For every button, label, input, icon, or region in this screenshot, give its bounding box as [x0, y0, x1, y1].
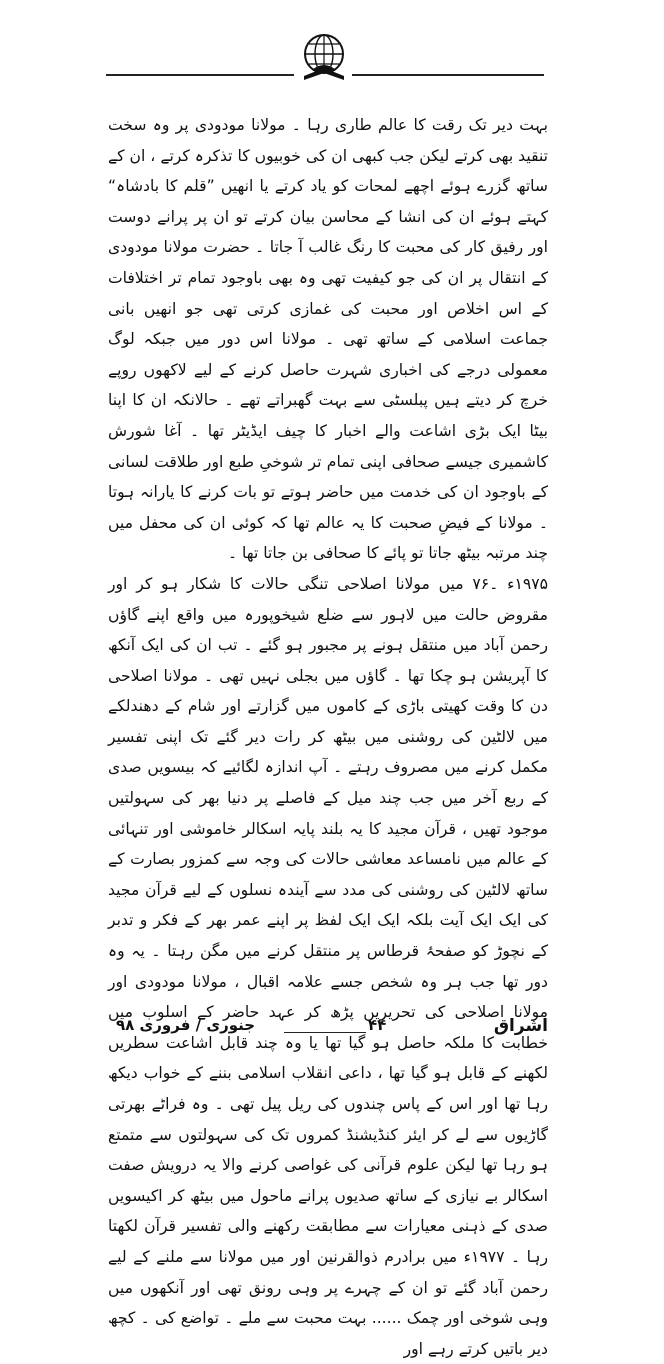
- issue-label: جنوری / فروری ۹۸: [116, 1016, 256, 1034]
- header-rule-left: [106, 74, 294, 76]
- journal-name: اشراق: [493, 1016, 548, 1036]
- paragraph-1: بہت دیر تک رقت کا عالم طاری رہا ۔ مولانا مودودی پر وہ سخت تنقید بھی کرتے لیکن جب کبھی ان کی خوبیوں کا تذکرہ کرتے ، ان کے ساتھ گزرے ہوئے اچھے لمحات کو یاد کرتے یا انھیں ”قلم کا بادشاہ“ کہتے ہوئے ان کی انشا کے محاسن بیان کرتے تو ان پر پرانے دوست اور رفیق کار کی محبت کا رنگ غالب آ جاتا ۔ حضرت مولانا مودودی کے انتقال پر ان کی جو کیفیت تھی وہ بھی باوجود تمام تر اختلافات کے اس اخلاص اور محبت کی غمازی کرتی تھی جو انھیں بانی جماعت اسلامی کے ساتھ تھی ۔ مولانا اس دور میں جبکہ لوگ معمولی درجے کی اخباری شہرت حاصل کرنے کے لیے لاکھوں روپے خرچ کر دیتے ہیں پبلسٹی سے بہت گھبراتے تھے ۔ حالانکہ ان کا اپنا بیٹا ایک بڑی اشاعت والے اخبار کا چیف ایڈیٹر تھا ۔ آغا شورش کاشمیری جیسے صحافی اپنی تمام تر شوخیِ طبع اور طلاقت لسانی کے باوجود ان کی خدمت میں حاضر ہوتے تو بات کرنے کا یارانہ ہوتا ۔ مولانا کے فیضِ صحبت کا یہ عالم تھا کہ کوئی ان کی محفل میں چند مرتبہ بیٹھ جاتا تو پائے کا صحافی بن جاتا تھا ۔: [108, 116, 548, 563]
- page-footer: [108, 1010, 548, 1050]
- header-rule-right: [352, 74, 544, 76]
- footer-rule: [284, 1032, 366, 1033]
- globe-book-logo-icon: [296, 30, 352, 86]
- page-header: [0, 0, 664, 90]
- paragraph-2: ۱۹۷۵ء ۔۷۶ میں مولانا اصلاحی تنگی حالات کا شکار ہو کر اور مقروض حالت میں لاہور سے ضلع شیخوپورہ میں واقع اپنے گاؤں رحمن آباد میں منتقل ہونے پر مجبور ہو گئے ۔ تب ان کی ایک آنکھ کا آپریشن ہو چکا تھا ۔ گاؤں میں بجلی نہیں تھی ۔ مولانا اصلاحی دن کا وقت کھیتی باڑی کے کاموں میں گزارتے اور شام کے دھندلکے میں لالٹین کی روشنی میں بیٹھ کر رات دیر گئے تک اپنی تفسیر مکمل کرنے میں مصروف رہتے ۔ آپ اندازہ لگائیے کہ بیسویں صدی کے ربع آخر میں جب چند میل کے فاصلے پر دنیا بھر کی سہولتیں موجود تھیں ، قرآن مجید کا یہ بلند پایہ اسکالر خاموشی اور تنہائی کے عالم میں نامساعد معاشی حالات کی وجہ سے کمزور بصارت کے ساتھ لالٹین کی روشنی کی مدد سے آیندہ نسلوں کے لیے قرآن مجید کی ایک ایک آیت بلکہ ایک ایک لفظ پر اپنے عمر بھر کے فکر و تدبر کے نچوڑ کو صفحۂ قرطاس پر منتقل کرنے میں مگن رہتا ۔ یہ وہ دور تھا جب ہر وہ شخص جسے علامہ اقبال ، مولانا مودودی اور مولانا اصلاحی کی تحریریں پڑھ کر عہد حاضر کے اسلوب میں خطابت کا ملکہ حاصل ہو گیا تھا یا وہ چند قابل اشاعت سطریں لکھنے کے قابل ہو گیا تھا ، داعی انقلاب اسلامی بننے کے خواب دیکھ رہا تھا اور اس کے پاس چندوں کی ریل پیل تھی ۔ وہ فراٹے بھرتی گاڑیوں سے لے کر ایئر کنڈیشنڈ کمروں تک کی سہولتوں سے متمتع ہو رہا تھا لیکن علوم قرآنی کی غواصی کرنے والا یہ درویش صفت اسکالر بے نیازی کے ساتھ صدیوں پرانے ماحول میں بیٹھ کر اکیسویں صدی کے ذہنی معیارات سے مطابقت رکھنے والی تفسیر قرآن لکھتا رہا ۔ ۱۹۷۷ء میں برادرم ذوالقرنین اور میں مولانا سے ملنے کے لیے رحمن آباد گئے تو ان کے چہرے پر وہی رونق تھی اور آنکھوں میں وہی شوخی اور چمک ...... بہت محبت سے ملے ۔ تواضع کی ۔ کچھ دیر باتیں کرتے رہے اور: [108, 574, 548, 1358]
- page-number: ۴۴: [368, 1016, 387, 1034]
- article-body: [108, 110, 548, 1364]
